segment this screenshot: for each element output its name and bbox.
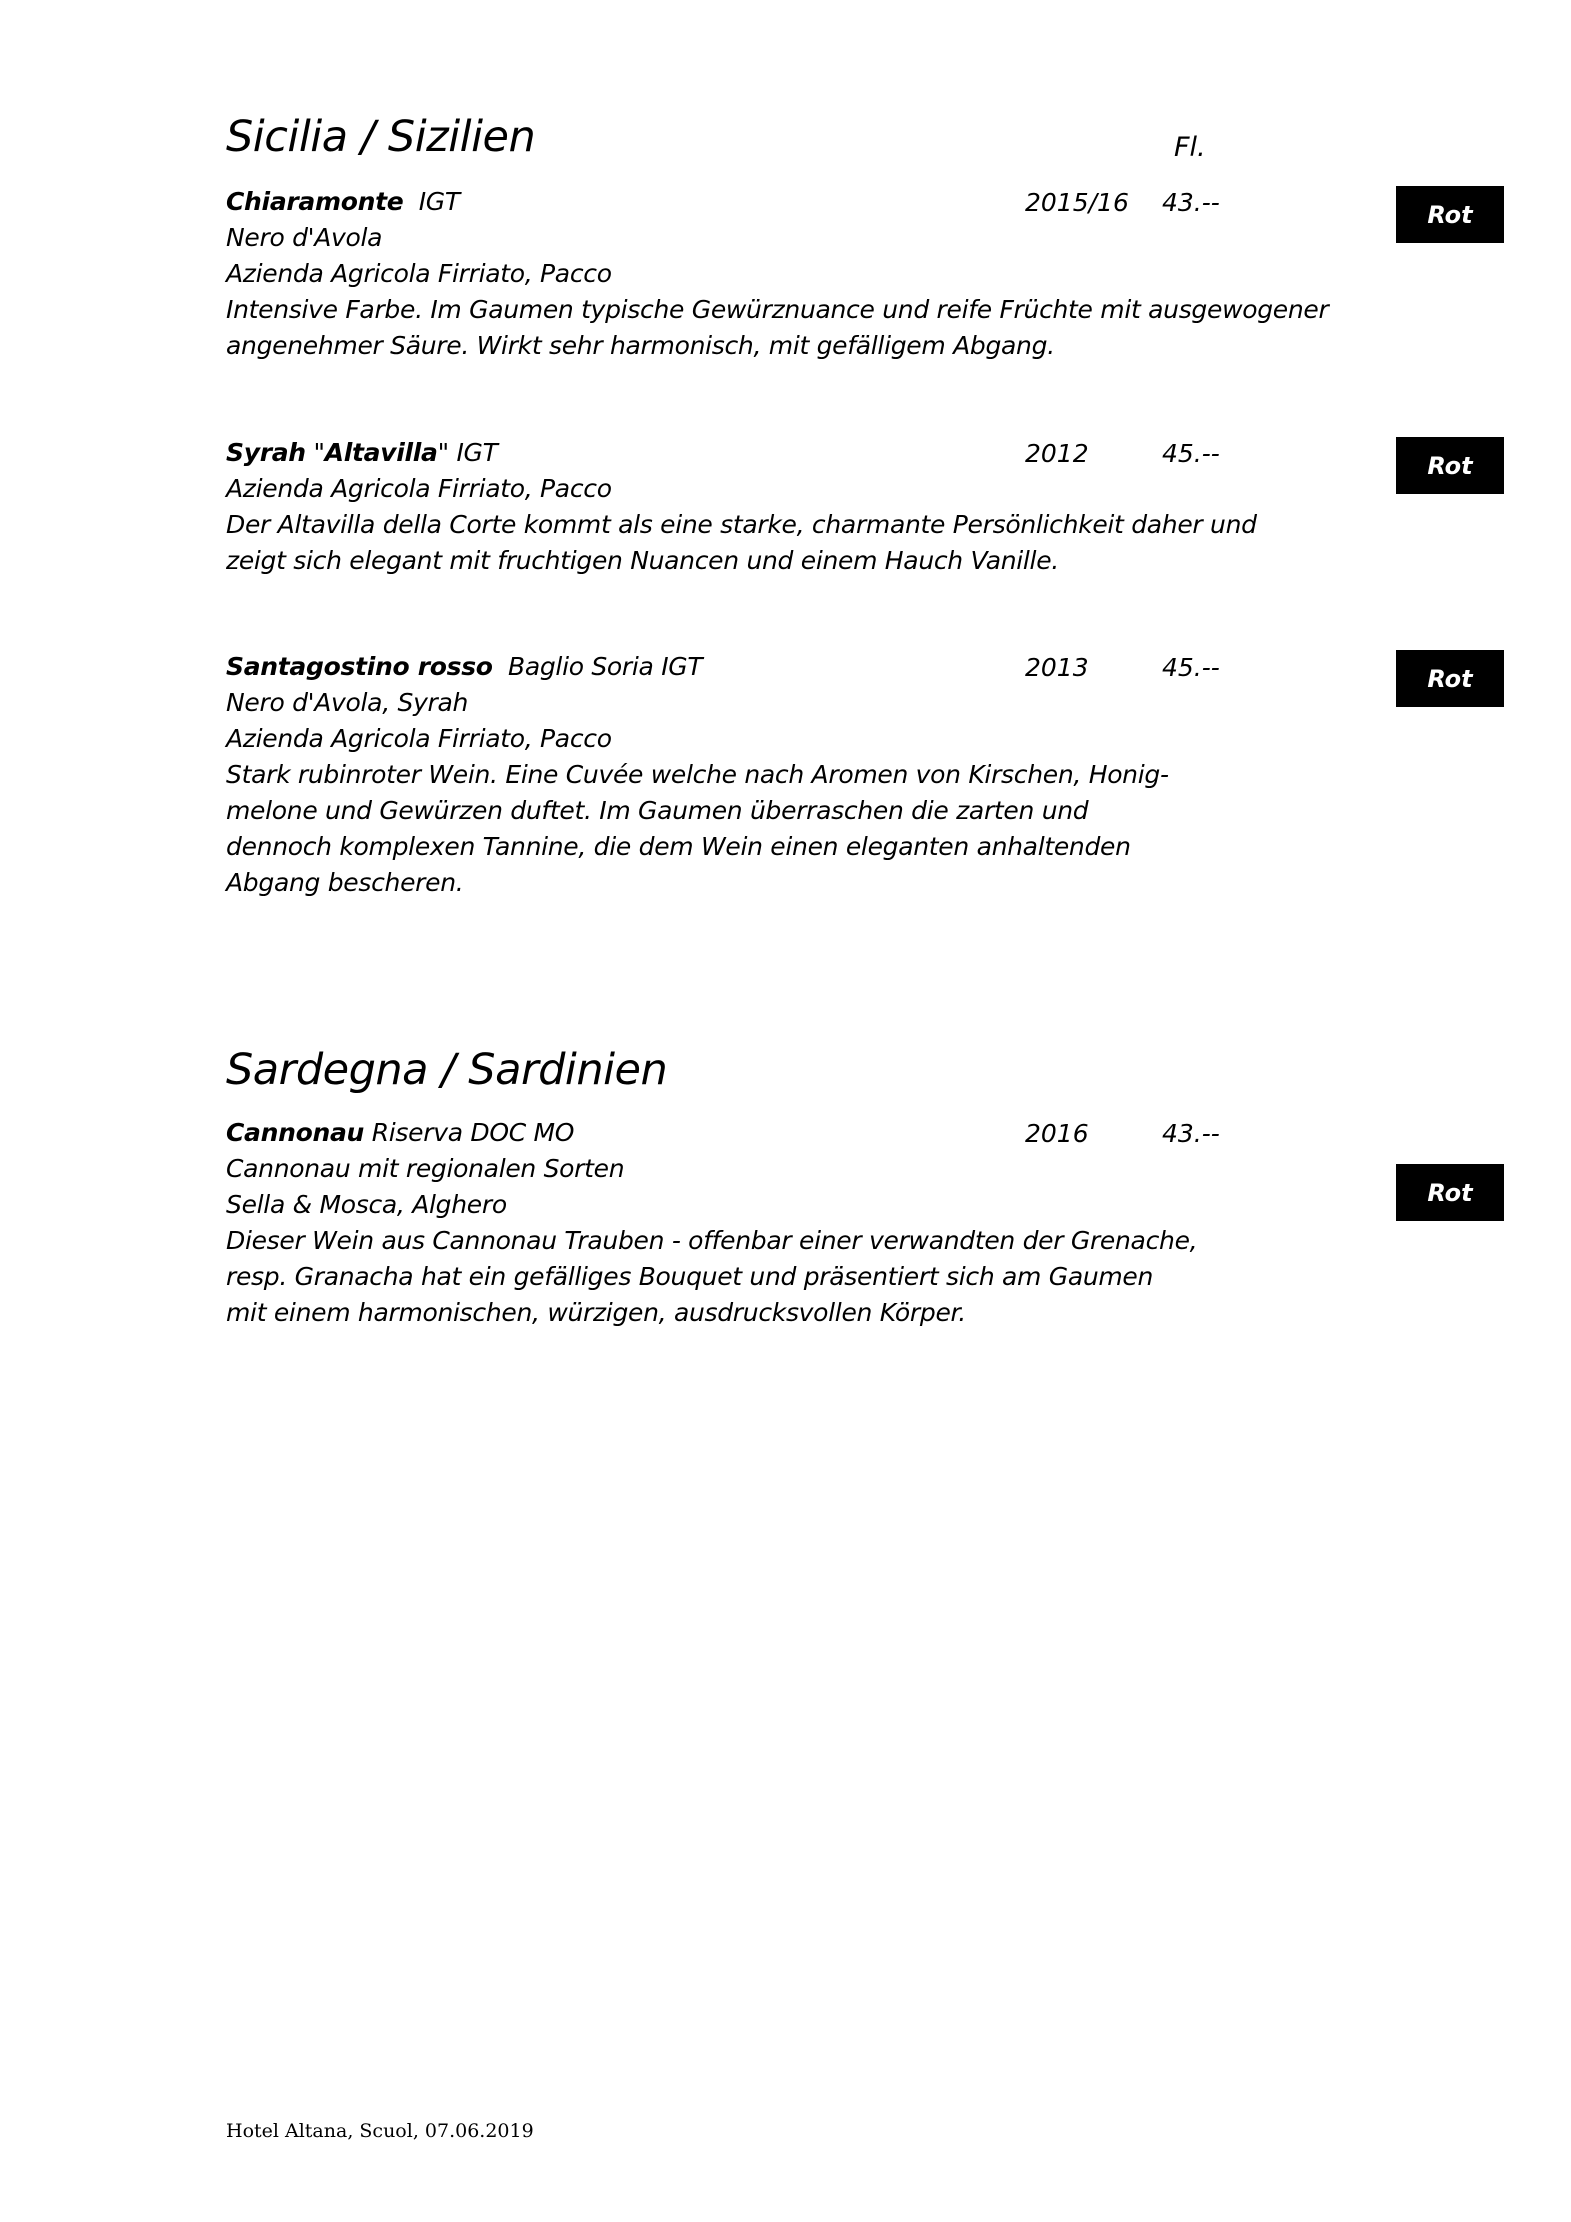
wine-name: Santagostino rosso (226, 652, 493, 681)
price-column-label: Fl. (1174, 132, 1206, 163)
wine-type-badge: Rot (1396, 186, 1504, 243)
wine-description-line: Dieser Wein aus Cannonau Trauben - offenbar einer verwandten der Grenache, (226, 1226, 1198, 1255)
wine-grape: Nero d'Avola (226, 223, 383, 252)
quote-close: " (437, 438, 449, 467)
wine-classification: IGT (448, 438, 498, 467)
wine-title-cannonau (226, 1115, 574, 1151)
wine-title-santagostino (226, 649, 702, 685)
section-title-sardegna: Sardegna / Sardinien (226, 1045, 668, 1095)
wine-price: 45.-- (1162, 439, 1220, 468)
wine-description-line: angenehmer Säure. Wirkt sehr harmonisch, mit gefälligem Abgang. (226, 331, 1055, 360)
wine-year: 2012 (1025, 439, 1089, 468)
wine-description-line: Der Altavilla della Corte kommt als eine starke, charmante Persönlichkeit daher und (226, 510, 1257, 539)
wine-title-syrah (226, 435, 498, 471)
section-title-sicilia: Sicilia / Sizilien (226, 112, 536, 162)
wine-producer: Sella & Mosca, Alghero (226, 1190, 507, 1219)
wine-price: 43.-- (1162, 188, 1220, 217)
wine-title-chiaramonte (226, 184, 460, 220)
wine-producer: Azienda Agricola Firriato, Pacco (226, 259, 612, 288)
wine-type-badge: Rot (1396, 1164, 1504, 1221)
wine-cuvee-name: Altavilla (324, 438, 438, 467)
footer-text: Hotel Altana, Scuol, 07.06.2019 (226, 2120, 534, 2142)
wine-name: Cannonau (226, 1118, 365, 1147)
wine-type-badge: Rot (1396, 650, 1504, 707)
wine-price: 43.-- (1162, 1119, 1220, 1148)
quote-open: " (305, 438, 325, 467)
wine-classification: Baglio Soria IGT (492, 652, 703, 681)
wine-description-line: mit einem harmonischen, würzigen, ausdrucksvollen Körper. (226, 1298, 966, 1327)
wine-description-line: Intensive Farbe. Im Gaumen typische Gewürznuance und reife Früchte mit ausgewogener (226, 295, 1329, 324)
wine-classification: Riserva DOC MO (364, 1118, 575, 1147)
wine-description-line: dennoch komplexen Tannine, die dem Wein einen eleganten anhaltenden (226, 832, 1131, 861)
wine-description-line: Abgang bescheren. (226, 868, 464, 897)
wine-grape: Nero d'Avola, Syrah (226, 688, 469, 717)
wine-grape: Cannonau mit regionalen Sorten (226, 1154, 625, 1183)
wine-year: 2015/16 (1025, 188, 1129, 217)
wine-name: Syrah (226, 438, 306, 467)
wine-producer: Azienda Agricola Firriato, Pacco (226, 474, 612, 503)
wine-name: Chiaramonte (226, 187, 404, 216)
wine-description-line: Stark rubinroter Wein. Eine Cuvée welche nach Aromen von Kirschen, Honig- (226, 760, 1169, 789)
wine-description-line: resp. Granacha hat ein gefälliges Bouquet und präsentiert sich am Gaumen (226, 1262, 1154, 1291)
wine-type-badge: Rot (1396, 437, 1504, 494)
wine-description-line: melone und Gewürzen duftet. Im Gaumen überraschen die zarten und (226, 796, 1089, 825)
wine-year: 2013 (1025, 653, 1089, 682)
wine-classification: IGT (403, 187, 460, 216)
wine-price: 45.-- (1162, 653, 1220, 682)
wine-producer: Azienda Agricola Firriato, Pacco (226, 724, 612, 753)
wine-description-line: zeigt sich elegant mit fruchtigen Nuancen und einem Hauch Vanille. (226, 546, 1059, 575)
wine-year: 2016 (1025, 1119, 1089, 1148)
